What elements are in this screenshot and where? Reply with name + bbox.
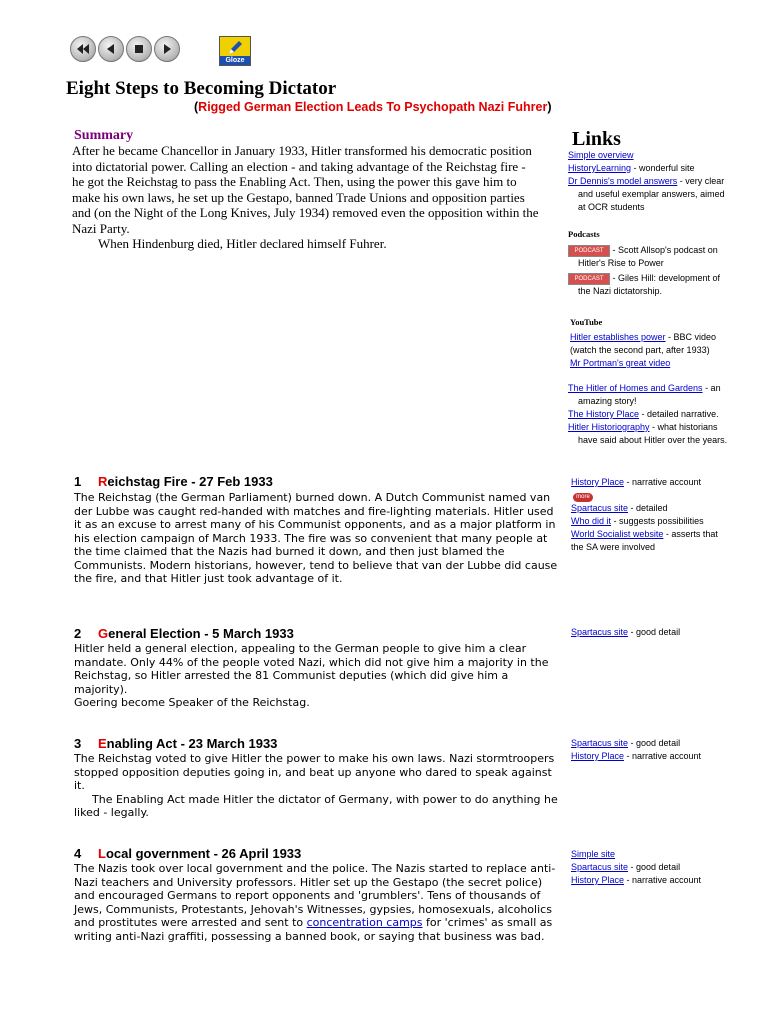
link-desc: - good detail: [628, 627, 681, 637]
podcasts-heading: Podcasts: [568, 229, 600, 239]
section-3-links: [571, 737, 761, 763]
link-who-did-it[interactable]: Who did it: [571, 516, 612, 526]
section-number: 4: [74, 846, 82, 861]
link-desc-cont: (watch the second part, after 1933): [570, 345, 710, 355]
link-desc: - suggests possibilities: [611, 516, 704, 526]
link-history-place[interactable]: History Place: [571, 875, 625, 885]
link-desc: - detailed narrative.: [639, 409, 719, 419]
links-top: [568, 149, 758, 214]
rewind-button[interactable]: [70, 36, 96, 62]
link-desc-cont: have said about Hitler over the years.: [578, 435, 728, 445]
summary-text: [72, 143, 540, 252]
forward-button[interactable]: [154, 36, 180, 62]
podcast-desc: - Scott Allsop's podcast on: [610, 245, 718, 255]
link-history-place[interactable]: History Place: [571, 751, 625, 761]
link-desc: - BBC video: [665, 332, 717, 342]
link-desc: - narrative account: [624, 875, 702, 885]
podcast-desc: - Giles Hill: development of: [610, 273, 721, 283]
podcast-badge[interactable]: PODCAST: [568, 245, 610, 257]
summary-heading: Summary: [74, 128, 134, 143]
link-desc-cont: amazing story!: [578, 396, 637, 406]
link-history-place[interactable]: History Place: [571, 477, 625, 487]
section-text: for 'crimes' as small as writing anti-Nazi graffiti, possessing a banned book, or saying that business was bad.: [74, 916, 553, 943]
section-text: The Nazis took over local government and the police. The Nazis started to replace anti-Nazi teachers and University professors. Hitler set up the Gestapo (the secret police) and encouraged Germans to report opponents and 'grumblers'. Tens of thousands of Jews, Communists, Protestants, Jehovah's Witnesses, gypsies, homosexuals, alcoholics and prostitutes were arrested and sent to: [74, 862, 556, 929]
link-hitler-establishes-power[interactable]: Hitler establishes power: [570, 332, 666, 342]
section-2-heading: [74, 626, 294, 641]
section-1-body: The Reichstag (the German Parliament) burned down. A Dutch Communist named van der Lubbe was caught red-handed with matches and fire-lighting materials. Hitler used it as an excuse to arrest many of his Communist opponents, and as a major platform in his election campaign of March 1933. The fire was so convenient that many people at the time claimed that the Nazis had burned it down, and then just blamed the Communists. Modern historians, however, tend to believe that van der Lubbe did cause the fire, and that Hitler just took advantage of it.: [74, 491, 558, 585]
section-4-links: [571, 848, 761, 887]
link-historylearning[interactable]: HistoryLearning: [568, 163, 632, 173]
back-button[interactable]: [98, 36, 124, 62]
link-hitler-historiography[interactable]: Hitler Historiography: [568, 422, 650, 432]
subtitle-text: Rigged German Election Leads To Psychopath Nazi Fuhrer: [198, 100, 548, 114]
section-title: eneral Election - 5 March 1933: [108, 626, 294, 641]
podcast-desc-cont: Hitler's Rise to Power: [578, 258, 664, 268]
section-3-heading: [74, 736, 277, 751]
back-icon: [104, 42, 118, 56]
link-desc-cont: the SA were involved: [571, 542, 656, 552]
link-desc: - wonderful site: [631, 163, 695, 173]
stop-button[interactable]: [126, 36, 152, 62]
section-number: 3: [74, 736, 82, 751]
section-initial: G: [98, 626, 109, 641]
link-simple-overview[interactable]: Simple overview: [568, 150, 634, 160]
subtitle-open: (: [194, 100, 199, 114]
section-paragraph: The Reichstag voted to give Hitler the power to make his own laws. Nazi stormtroopers stopped opposition deputies going in, and beat up anyone who dared to speak against it.: [74, 752, 555, 792]
forward-icon: [160, 42, 174, 56]
link-concentration-camps[interactable]: concentration camps: [306, 916, 423, 929]
section-4-body: [74, 862, 562, 943]
page-subtitle: [194, 100, 551, 114]
link-spartacus[interactable]: Spartacus site: [571, 738, 629, 748]
link-world-socialist[interactable]: World Socialist website: [571, 529, 664, 539]
section-initial: E: [98, 736, 107, 751]
section-2-links: [571, 626, 761, 639]
link-desc: - very clear: [677, 176, 725, 186]
link-desc: - narrative account: [624, 477, 702, 487]
link-mr-portman[interactable]: Mr Portman's great video: [570, 358, 671, 368]
summary-paragraph: After he became Chancellor in January 1933, Hitler transformed his democratic position into dictatorial power. Calling an election - and taking advantage of the Reichstag fire - he got the Reichstag to pass the Enabling Act. Then, using the power this gave him to make his own laws, he set up the Gestapo, banned Trade Unions and opposition parties and (on the Night of the Long Knives, July 1934) removed even the opposition within the Nazi Party.: [72, 143, 539, 236]
section-3-body: [74, 752, 562, 820]
podcasts-block: [568, 228, 758, 298]
section-initial: R: [98, 474, 108, 489]
stop-icon: [132, 42, 146, 56]
more-links-block: [568, 382, 758, 447]
link-desc: - narrative account: [624, 751, 702, 761]
link-spartacus[interactable]: Spartacus site: [571, 503, 629, 513]
pen-icon: [226, 40, 244, 56]
summary-paragraph-2: When Hindenburg died, Hitler declared himself Fuhrer.: [98, 236, 387, 251]
section-paragraph-2: The Enabling Act made Hitler the dictator of Germany, with power to do anything he liked - legally.: [74, 792, 558, 819]
section-title: ocal government - 26 April 1933: [105, 846, 302, 861]
section-title: eichstag Fire - 27 Feb 1933: [107, 474, 273, 489]
podcast-desc-cont: the Nazi dictatorship.: [578, 286, 663, 296]
section-paragraph: Hitler held a general election, appealing to the German people to give him a clear mandate. Only 44% of the people voted Nazi, which did not give him a majority in the Reichstag, so Hitler arrested the 81 Communist deputies (which did give him a majority).: [74, 642, 549, 696]
link-spartacus[interactable]: Spartacus site: [571, 627, 629, 637]
rewind-icon: [76, 42, 90, 56]
link-desc-cont: at OCR students: [578, 202, 645, 212]
section-4-heading: [74, 846, 301, 861]
section-1-heading: [74, 474, 273, 489]
gloze-button[interactable]: [219, 36, 251, 66]
link-desc-cont: and useful exemplar answers, aimed: [578, 189, 725, 199]
section-number: 1: [74, 474, 82, 489]
link-simple-site[interactable]: Simple site: [571, 849, 616, 859]
link-desc: - an: [702, 383, 721, 393]
subtitle-close: ): [547, 100, 552, 114]
section-number: 2: [74, 626, 82, 641]
link-desc: - good detail: [628, 862, 681, 872]
link-dr-dennis[interactable]: Dr Dennis's model answers: [568, 176, 678, 186]
youtube-heading: YouTube: [570, 317, 603, 327]
link-desc: - detailed: [628, 503, 668, 513]
section-title: nabling Act - 23 March 1933: [106, 736, 278, 751]
nav-buttons: [70, 36, 180, 62]
links-heading: Links: [572, 128, 621, 150]
gloze-label: Gloze: [220, 56, 250, 65]
section-initial: L: [98, 846, 106, 861]
link-hitler-homes-gardens[interactable]: The Hitler of Homes and Gardens: [568, 383, 703, 393]
link-spartacus[interactable]: Spartacus site: [571, 862, 629, 872]
section-paragraph-2: Goering become Speaker of the Reichstag.: [74, 696, 310, 709]
link-desc: - good detail: [628, 738, 681, 748]
more-button[interactable]: more: [573, 493, 593, 502]
link-history-place[interactable]: The History Place: [568, 409, 640, 419]
section-2-body: [74, 642, 562, 710]
youtube-block: [570, 316, 760, 370]
podcast-badge[interactable]: PODCAST: [568, 273, 610, 285]
section-1-links: [571, 476, 761, 554]
page-title: Eight Steps to Becoming Dictator: [66, 78, 337, 99]
link-desc: - what historians: [649, 422, 718, 432]
link-desc: - asserts that: [663, 529, 718, 539]
